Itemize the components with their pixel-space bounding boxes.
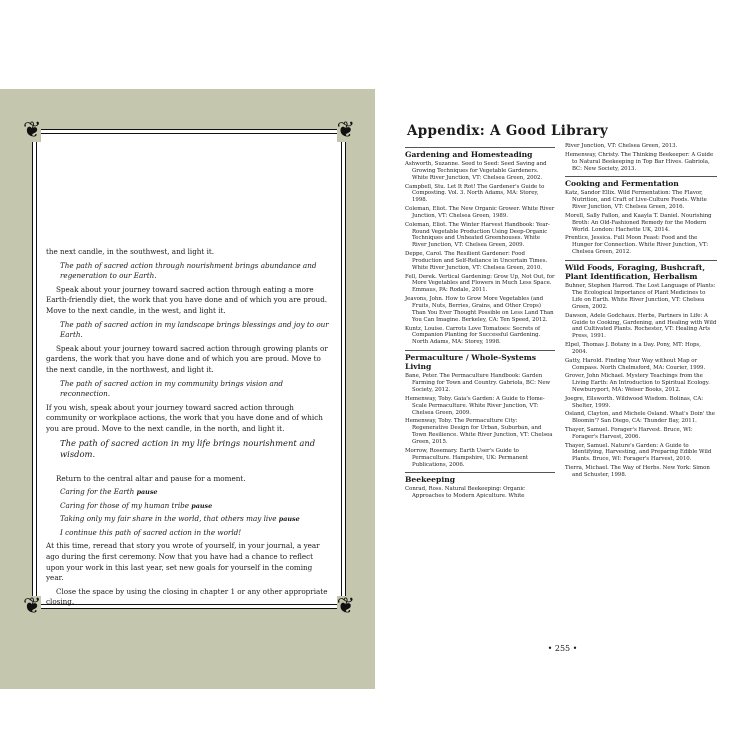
bibliography-entry: River Junction, VT: Chelsea Green, 2013. xyxy=(565,143,678,149)
bibliography-entry: Morell, Sally Fallon, and Kaayla T. Daniel. Nourishing Broth: An Old-Fashioned Remedy for the Modern World. London: Hachette UK, 2014. xyxy=(565,212,712,233)
bibliography-entry: Coleman, Eliot. The Winter Harvest Handbook: Year-Round Vegetable Production Using Deep-Organic Techniques and Unheated Greenhouses. White River Junction, VT: Chelsea Green, 2009. xyxy=(405,221,550,249)
bibliography-entry: Deppe, Carol. The Resilient Gardener: Food Production and Self-Reliance in Uncertain Times. White River Junction, VT: Chelsea Green, 2010. xyxy=(405,251,548,271)
bibliography-entry: Coleman, Eliot. The New Organic Grower. White River Junction, VT: Chelsea Green, 1989. xyxy=(405,206,555,219)
paragraph: Return to the central altar and pause for a moment. xyxy=(56,473,246,483)
paragraph: the next candle, in the southwest, and light it. xyxy=(46,247,215,256)
bibliography-entry: Ashworth, Suzanne. Seed to Seed: Seed Saving and Growing Techniques for Vegetable Gardeners. White River Junction, VT: Chelsea Green, 2002. xyxy=(405,161,547,181)
paragraph: Speak about your journey toward sacred action through eating a more Earth-friendly diet, the work that you have done and of which you are proud. Move to the next candle, in the west, and light it. xyxy=(46,284,328,315)
section-heading: Cooking and Fermentation xyxy=(565,176,717,188)
paragraph: At this time, reread that story you wrote of yourself, in your journal, a year ago during the first ceremony. Now that you have had a chance to reflect upon your work in this last year, set new goals for yourself in the coming year. xyxy=(46,541,320,583)
paragraph xyxy=(46,463,330,471)
bibliography-entry: Thayer, Samuel. Forager's Harvest. Bruce, WI: Forager's Harvest, 2006. xyxy=(565,426,693,440)
bibliography-entry: Hemenway, Toby. Gaia's Garden: A Guide to Home-Scale Permaculture. White River Junction, VT: Chelsea Green, 2009. xyxy=(405,395,545,416)
invocation-line: The path of sacred action through nourishment brings abundance and regeneration to our Earth. xyxy=(60,260,317,281)
bibliography-entry: Thayer, Samuel. Nature's Garden: A Guide to Identifying, Harvesting, and Preparing Edible Wild Plants. Bruce, WI: Forager's Harvest, 2010. xyxy=(565,442,712,463)
bibliography-entry: Hemenway, Toby. The Permaculture City: Regenerative Design for Urban, Suburban, and Town Resilience. White River Junction, VT: Chelsea Green, 2015. xyxy=(405,418,553,445)
left-page xyxy=(0,89,375,689)
bibliography-entry: Elpel, Thomas J. Botany in a Day. Pony, MT: Hops, 2004. xyxy=(565,342,701,355)
bibliography-entry: Conrad, Ross. Natural Beekeeping: Organic Approaches to Modern Apiculture. White xyxy=(405,486,526,500)
corner-ornament-icon: ❦ xyxy=(336,118,355,143)
bibliography-entry: Osland, Clayton, and Michele Osland. What's Doin' the Bloomin'? San Diego, CA: Thunder Bay, 2011. xyxy=(565,411,715,425)
bibliography-entry: Dawson, Adele Godchaux. Herbs, Partners in Life: A Guide to Cooking, Gardening, and Healing with Wild and Cultivated Plants. Rochester, VT: Healing Arts Press, 1991. xyxy=(565,312,717,340)
corner-ornament-icon: ❦ xyxy=(23,118,42,143)
bibliography-column-2 xyxy=(565,143,717,481)
pause-marker: pause xyxy=(191,501,213,510)
bibliography-entry: Morrow, Rosemary. Earth User's Guide to Permaculture. Hampshire, UK: Permanent Publications, 2006. xyxy=(405,447,529,468)
bibliography-entry: Prentice, Jessica. Full Moon Feast: Food and the Hunger for Connection. White River Junction, VT: Chelsea Green, 2012. xyxy=(565,235,709,256)
ritual-text xyxy=(46,247,330,611)
bibliography-entry: Jeavons, John. How to Grow More Vegetables (and Fruits, Nuts, Berries, Grains, and Other Crops) Than You Ever Thought Possible on Less Land Than You Can Imagine. Berkeley, CA: Ten Speed, 2012. xyxy=(405,296,554,323)
bibliography-entry: Joegre, Ellsworth. Wildwood Wisdom. Bolinas, CA: Shelter, 1999. xyxy=(565,395,704,409)
chant-line: I continue this path of sacred action in the world! xyxy=(60,527,242,537)
appendix-title: Appendix: A Good Library xyxy=(407,123,608,139)
bibliography-entry: Grover, John Michael. Mystery Teachings from the Living Earth: An Introduction to Spiritual Ecology. Newburyport, MA: Weiser Books, 2012. xyxy=(565,373,710,394)
bibliography-entry: Bane, Peter. The Permaculture Handbook: Garden Farming for Town and Country. Gabriola, BC: New Society, 2012. xyxy=(405,373,551,394)
pause-marker: pause xyxy=(278,515,300,524)
invocation-line: The path of sacred action in my life brings nourishment and wisdom. xyxy=(60,437,316,459)
section-heading: Permaculture / Whole-Systems Living xyxy=(405,350,555,371)
bibliography-entry: Tierra, Michael. The Way of Herbs. New York: Simon and Schuster, 1998. xyxy=(565,465,710,478)
corner-ornament-icon: ❦ xyxy=(23,594,42,619)
chant-line: Caring for the Earth pause xyxy=(60,487,158,497)
bibliography-entry: Katz, Sandor Ellix. Wild Fermentation: The Flavor, Nutrition, and Craft of Live-Culture Foods. White River Junction, VT: Chelsea Green, 2016. xyxy=(565,190,707,211)
invocation-line: The path of sacred action in my landscape brings blessings and joy to our Earth. xyxy=(60,319,329,340)
section-heading: Wild Foods, Foraging, Bushcraft, Plant Identification, Herbalism xyxy=(565,260,717,281)
pause-marker: pause xyxy=(136,488,158,497)
bibliography-entry: Gatty, Harold. Finding Your Way without Map or Compass. North Chelmsford, MA: Courier, 1999. xyxy=(565,357,706,371)
page-number: • 255 • xyxy=(547,644,578,653)
corner-ornament-icon: ❦ xyxy=(336,594,355,619)
bibliography-entry: Kuntz, Louise. Carrots Love Tomatoes: Secrets of Companion Planting for Successful Gardening. North Adams, MA: Storey, 1998. xyxy=(405,325,541,346)
invocation-line: The path of sacred action in my community brings vision and reconnection. xyxy=(60,378,284,399)
bibliography-column-1 xyxy=(405,143,555,502)
bibliography-entry: Hemenway, Christy. The Thinking Beekeeper: A Guide to Natural Beekeeping in Top Bar Hives. Gabriola, BC: New Society, 2013. xyxy=(565,151,714,172)
right-page xyxy=(375,89,750,689)
paragraph: Speak about your journey toward sacred action through growing plants or gardens, the work that you have done and of which you are proud. Move to the next candle, in the northwest, and light it. xyxy=(46,343,328,374)
bibliography-entry: Fell, Derek. Vertical Gardening: Grow Up, Not Out, for More Vegetables and Flowers in Much Less Space. Emmaus, PA: Rodale, 2011. xyxy=(405,273,555,294)
section-heading: Beekeeping xyxy=(405,472,555,484)
chant-line: Caring for those of my human tribe pause xyxy=(60,500,213,510)
chant-line: Taking only my fair share in the world, that others may live pause xyxy=(60,514,300,524)
section-heading: Gardening and Homesteading xyxy=(405,147,555,159)
bibliography-entry: Buhner, Stephen Harrod. The Lost Language of Plants: The Ecological Importance of Plant Medicines to Life on Earth. White River Junction, VT: Chelsea Green, 2002. xyxy=(565,283,716,310)
paragraph: If you wish, speak about your journey toward sacred action through community or workplace actions, the work that you have done and of which you are proud. Move to the next candle, in the north, and light it. xyxy=(46,402,323,433)
bibliography-entry: Campbell, Stu. Let It Rot! The Gardener's Guide to Composting. Vol. 3. North Adams, MA: Storey, 1998. xyxy=(405,183,545,204)
paragraph: Close the space by using the closing in chapter 1 or any other appropriate closing. xyxy=(46,586,328,607)
